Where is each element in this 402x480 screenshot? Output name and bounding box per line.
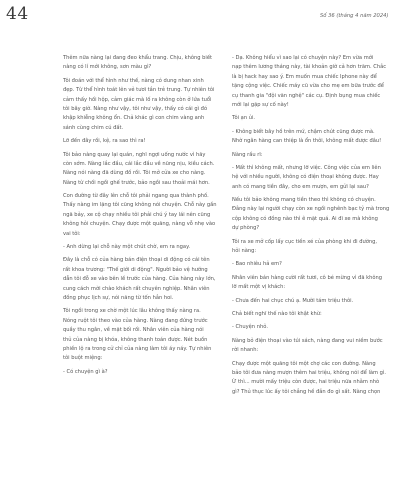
text-line: khập khiễng không ổn. Chả khác gì con chim vàng anh — [63, 115, 205, 122]
text-line: Tôi bảo nàng quay lại quán, nghĩ ngợi uống nước vì hãy — [63, 151, 206, 158]
text-line: Tôi ngồi trong xe chờ một lúc lâu không thấy nàng ra. — [63, 308, 201, 315]
text-line: Nhân viên bán hàng cười rất tươi, cô bé mừng vì đã không — [232, 274, 382, 281]
text-line: - Không biết bây hồ trên mứ, chậm chút cũng được mà. — [232, 128, 375, 135]
issue-label: Số 36 (tháng 4 năm 2024) — [320, 13, 389, 19]
text-line: - Dạ. Không hiểu vì sao lại có chuyện này? Em vừa mới — [232, 55, 374, 61]
text-line: - Chuyện nhỏ. — [232, 324, 268, 331]
text-line: nàng có lí mới không, sơn màu gì? — [63, 64, 152, 71]
text-line: Con đường từ đây lên chỗ tôi phải ngang qua thành phố. — [63, 193, 209, 200]
text-line: Tôi đoán với thể hình như thế, nàng có dung nhan xinh — [63, 77, 204, 84]
text-line: anh có mang tiền đây, cho em mượn, em gửi lại sau? — [232, 183, 369, 190]
text-line: ngã bảy, xe cộ chạy nhiều tôi phải chú ý tay lái nên cũng — [63, 211, 211, 218]
text-line: cung cách mời chào khách rất chuyên nghiệp. Nhân viên — [63, 285, 210, 292]
text-line: đẹp. Từ thể hình toát lên vẻ tươi tắn trẻ trung. Tự nhiên tôi — [63, 87, 215, 94]
text-line: Tôi ạn ủi. — [232, 115, 256, 122]
text-line: gì? Thủ thục lúc ấy tôi chẳng hề đắn đo gì sất. Nàng chọn — [232, 388, 381, 395]
text-line: đồng phục lịch sự, nói năng từ tốn hẳn hoi. — [63, 294, 174, 301]
text-line: Nàng nói nàng đã dùng đồ rồi. Tôi mở cửa xe cho nàng. — [63, 170, 206, 177]
text-line: - Mất thì không mất, nhưng lỡ việc. Công việc của em liên — [232, 164, 381, 171]
text-line: rời nhanh: — [232, 347, 259, 354]
text-line: Nàng từ chối ngồi ghế trước, bảo ngồi sau thoải mái hơn. — [63, 179, 210, 186]
text-line: cộp không có đồng nào thì ê mặt quá. Ai đi xe mà không — [232, 215, 378, 222]
page-number: 44 — [6, 4, 29, 24]
text-line: Nếu tôi bảo không mang tiền theo thì không có chuyện. — [232, 197, 376, 204]
text-line: dẫn tôi đỗ xe vào bên lề trước của hàng. Của hàng này lớn, — [63, 276, 216, 283]
text-line: tôi bây giờ. Nàng như vậy, tôi như vậy, thấy có cái gì đó — [63, 105, 208, 112]
text-line: Ừ thì... mười mấy triệu còn được, hai triệu nữa nhằm nhò — [232, 379, 380, 386]
text-line: Chả biết nghĩ thế nào tôi khật khừ: — [232, 310, 322, 317]
text-line: vai tôi: — [63, 230, 81, 237]
text-line: Chạy được một quãng tôi một chợ các con đường. Nàng — [232, 360, 376, 367]
text-line: - Chưa đến hai chục chú ạ. Mười tám triệu thôi. — [232, 297, 354, 304]
text-line: - Anh dừng lại chỗ này một chút chờ, em ra ngay. — [63, 244, 191, 251]
text-line: hỏi nàng: — [232, 248, 257, 255]
text-line: mới lại gặp sự cố này! — [232, 101, 289, 108]
text-line: Nhờ ngân hàng can thiệp là ổn thôi, không mất được đâu! — [232, 138, 382, 145]
text-line: dự phòng? — [232, 225, 260, 232]
text-line: - Bao nhiêu hả em? — [232, 261, 282, 268]
text-line: không hỏi chuyện. Chạy được một quãng, nàng vỗ nhẹ vào — [63, 221, 216, 228]
text-line: lỡ mất một vị khách: — [232, 284, 286, 291]
text-line: cảm thấy hối hộp, cảm giác mà lố ra không còn ở lứa tuổi — [63, 96, 212, 103]
text-line: Nàng bỏ điện thoại vào túi sách, nàng đang vui niềm bước — [232, 337, 383, 344]
text-line: Nàng rầu rĩ: — [232, 151, 263, 158]
text-line: Lỡ đến đây rồi, kệ, ra sao thì ra! — [63, 138, 146, 145]
text-line: rất khoa trương: "Thế giới di động". Người bảo vệ hướng — [63, 266, 208, 273]
text-line: tặng cộng việc. Chiếc máy cũ vừa cho mẹ em bữa trước để — [232, 83, 384, 90]
text-line: là bị hack hay sao ý. Em muốn mua chiếc Iphone này để — [232, 73, 377, 80]
text-line: tôi buột miệng: — [63, 355, 103, 362]
text-line: phiền lộ ra trong cử chỉ của nàng làm tôi áy náy. Tự nhiên — [63, 345, 212, 352]
text-line: - Có chuyện gì à? — [63, 368, 108, 375]
text-line: bảo tôi đưa nàng mượn thêm hai triệu, không nói để làm gì. — [232, 369, 386, 376]
text-line: nạp thêm lương tháng này, tài khoản giờ cả hơn trăm. Chắc — [232, 64, 387, 71]
text-line: Nóng ruột tôi theo vào của hàng. Nàng đang đứng trước — [63, 317, 208, 324]
text-line: quầy thu ngân, về mặt bối rối. Nhân viên của hàng nói — [63, 327, 204, 334]
text-line: sánh cùng chim cú đất. — [63, 124, 124, 131]
text-line: Tôi ra xe mở cốp lấy cục tiền xé của phòng khi đi đường, — [232, 238, 378, 245]
text-line: còn sớm. Nàng lắc đầu, cái lắc đầu về nũng nịu, kiều cách. — [63, 160, 215, 167]
right-column — [232, 54, 390, 397]
text-line: thủ của nàng bị khóa, không thanh toán được. Nét buồn — [63, 336, 208, 343]
text-line: cụ thanh gia "đội văn nghệ" các cụ. Định bụng mua chiếc — [232, 92, 381, 99]
text-line: Đây là chỗ có của hàng bán điện thoại di động có cái tên — [63, 257, 210, 264]
text-line: Đằng này lại người chạy còn xe ngồi nghênh bạc tỷ mà trong — [232, 206, 390, 213]
text-line: Thấy nàng im lặng tôi cũng không nói chuyện. Chỗ này gần — [63, 202, 217, 209]
text-line: Thêm nữa nàng lại đang đeo khẩu trang. Chịu, không biết — [63, 55, 213, 61]
left-column — [63, 54, 221, 377]
text-line: hệ với nhiều người, không có điện thoại không được. Hay — [232, 174, 379, 181]
